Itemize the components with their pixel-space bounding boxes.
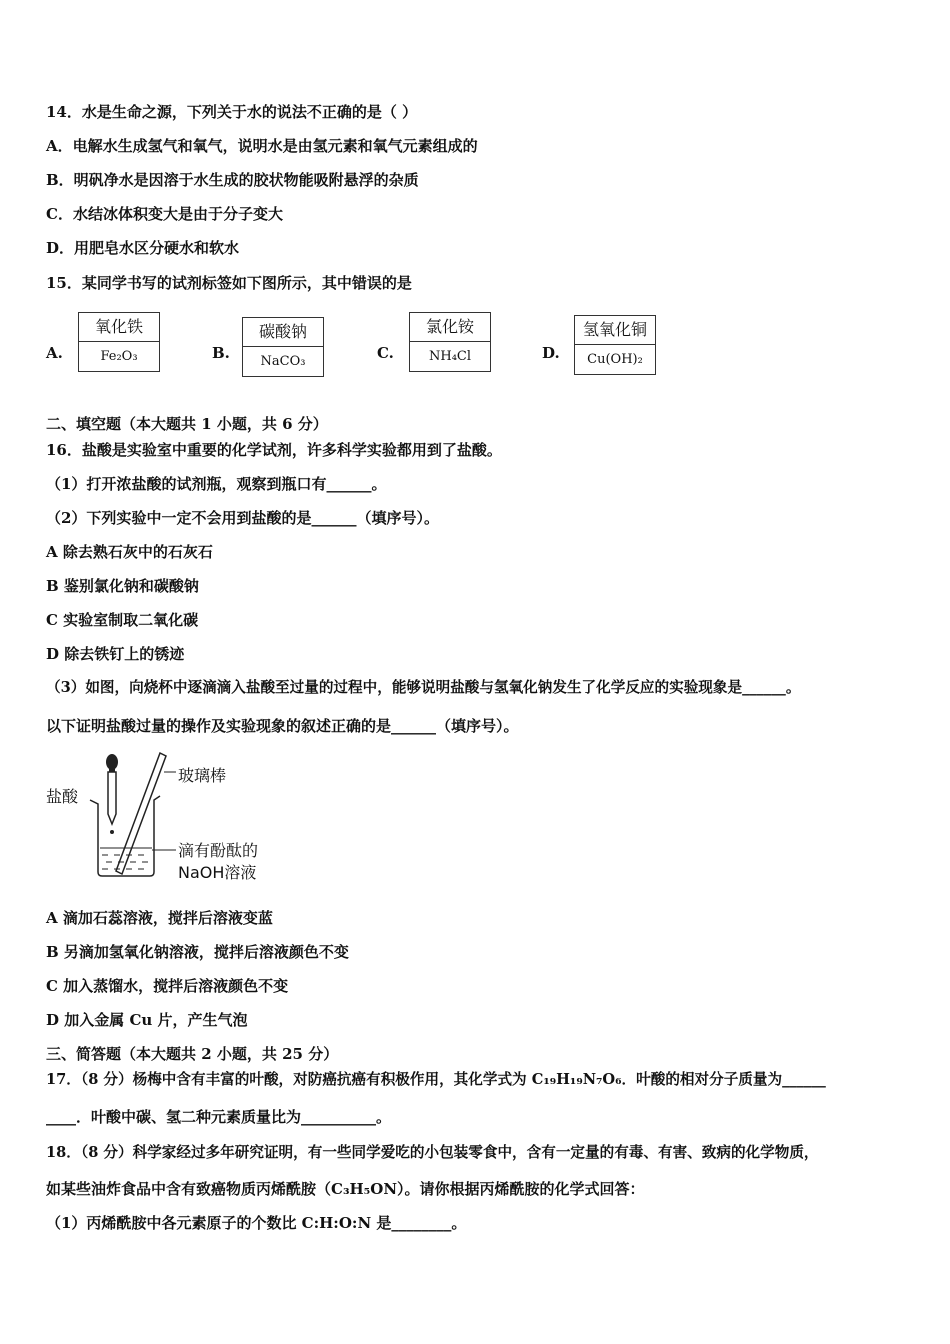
q14-option-b: B．明矾净水是因溶于水生成的胶状物能吸附悬浮的杂质 [46,171,419,189]
q18-line1: 18．（8 分）科学家经过多年研究证明，有一些同学爱吃的小包装零食中，含有一定量的有毒、有害、致病的化学物质， [46,1144,819,1161]
reagent-name: 氧化铁 [79,313,159,342]
q16-part3: （3）如图，向烧杯中逐滴滴入盐酸至过量的过程中，能够说明盐酸与氢氧化钠发生了化学反应的实验现象是______。 [46,679,801,696]
q16-part3-option-b: B 另滴加氢氧化钠溶液，搅拌后溶液颜色不变 [46,943,349,961]
reagent-label [409,312,491,372]
reagent-name: 氢氧化铜 [575,316,655,345]
reagent-name: 碳酸钠 [243,318,323,347]
q16-part3-option-c: C 加入蒸馏水，搅拌后溶液颜色不变 [46,977,289,995]
reagent-label [242,317,324,377]
option-letter: D. [542,344,560,362]
q18-line2: 如某些油炸食品中含有致癌物质丙烯酰胺（C₃H₅ON）。请你根据丙烯酰胺的化学式回答： [46,1180,645,1198]
q16-part1: （1）打开浓盐酸的试剂瓶，观察到瓶口有______。 [46,475,387,493]
q16-part3-option-a: A 滴加石蕊溶液，搅拌后溶液变蓝 [46,909,273,927]
reagent-label [78,312,160,372]
q16-part3b: 以下证明盐酸过量的操作及实验现象的叙述正确的是______（填序号）。 [46,717,519,735]
q14-option-a: A．电解水生成氢气和氧气，说明水是由氢元素和氧气元素组成的 [46,137,478,155]
reagent-formula: NH₄Cl [428,349,472,364]
option-letter: A. [46,344,63,362]
reagent-formula: Cu(OH)₂ [587,352,643,367]
q16-stem: 16．盐酸是实验室中重要的化学试剂，许多科学实验都用到了盐酸。 [46,441,502,459]
q16-part2-option-a: A 除去熟石灰中的石灰石 [46,543,213,561]
q18-line3: （1）丙烯酰胺中各元素原子的个数比 C:H:O:N 是________。 [46,1214,467,1232]
q17-line1: 17．（8 分）杨梅中含有丰富的叶酸，对防癌抗癌有积极作用，其化学式为 C₁₉H₁₉N₇O₆．叶酸的相对分子质量为______ [46,1071,826,1088]
q16-part2: （2）下列实验中一定不会用到盐酸的是______（填序号）。 [46,509,439,527]
q14-stem: 14．水是生命之源，下列关于水的说法不正确的是（ ） [46,103,418,121]
reagent-formula: NaCO₃ [260,354,306,369]
solution-label-line1: 滴有酚酞的 [178,841,259,860]
q14-option-c: C．水结冰体积变大是由于分子变大 [46,205,283,223]
reagent-formula: Fe₂O₃ [100,349,138,364]
option-letter: B. [212,344,230,362]
q14-option-d: D．用肥皂水区分硬水和软水 [46,239,240,257]
q17-line2: ____．叶酸中碳、氢二种元素质量比为__________。 [46,1108,392,1126]
section-2-heading: 二、填空题（本大题共 1 小题，共 6 分） [46,415,328,433]
solution-label-line2: NaOH溶液 [178,863,257,882]
hcl-label: 盐酸 [46,787,79,806]
q16-part3-option-d: D 加入金属 Cu 片，产生气泡 [46,1011,248,1029]
reagent-name: 氯化铵 [410,313,490,342]
q16-part2-option-b: B 鉴别氯化钠和碳酸钠 [46,577,199,595]
q16-part2-option-d: D 除去铁钉上的锈迹 [46,645,185,663]
q15-stem: 15．某同学书写的试剂标签如下图所示，其中错误的是 [46,274,412,292]
section-3-heading: 三、简答题（本大题共 2 小题，共 25 分） [46,1045,339,1063]
option-letter: C. [377,344,394,362]
glass-rod-label: 玻璃棒 [178,766,227,785]
q16-part2-option-c: C 实验室制取二氧化碳 [46,611,199,629]
reagent-label [574,315,656,375]
